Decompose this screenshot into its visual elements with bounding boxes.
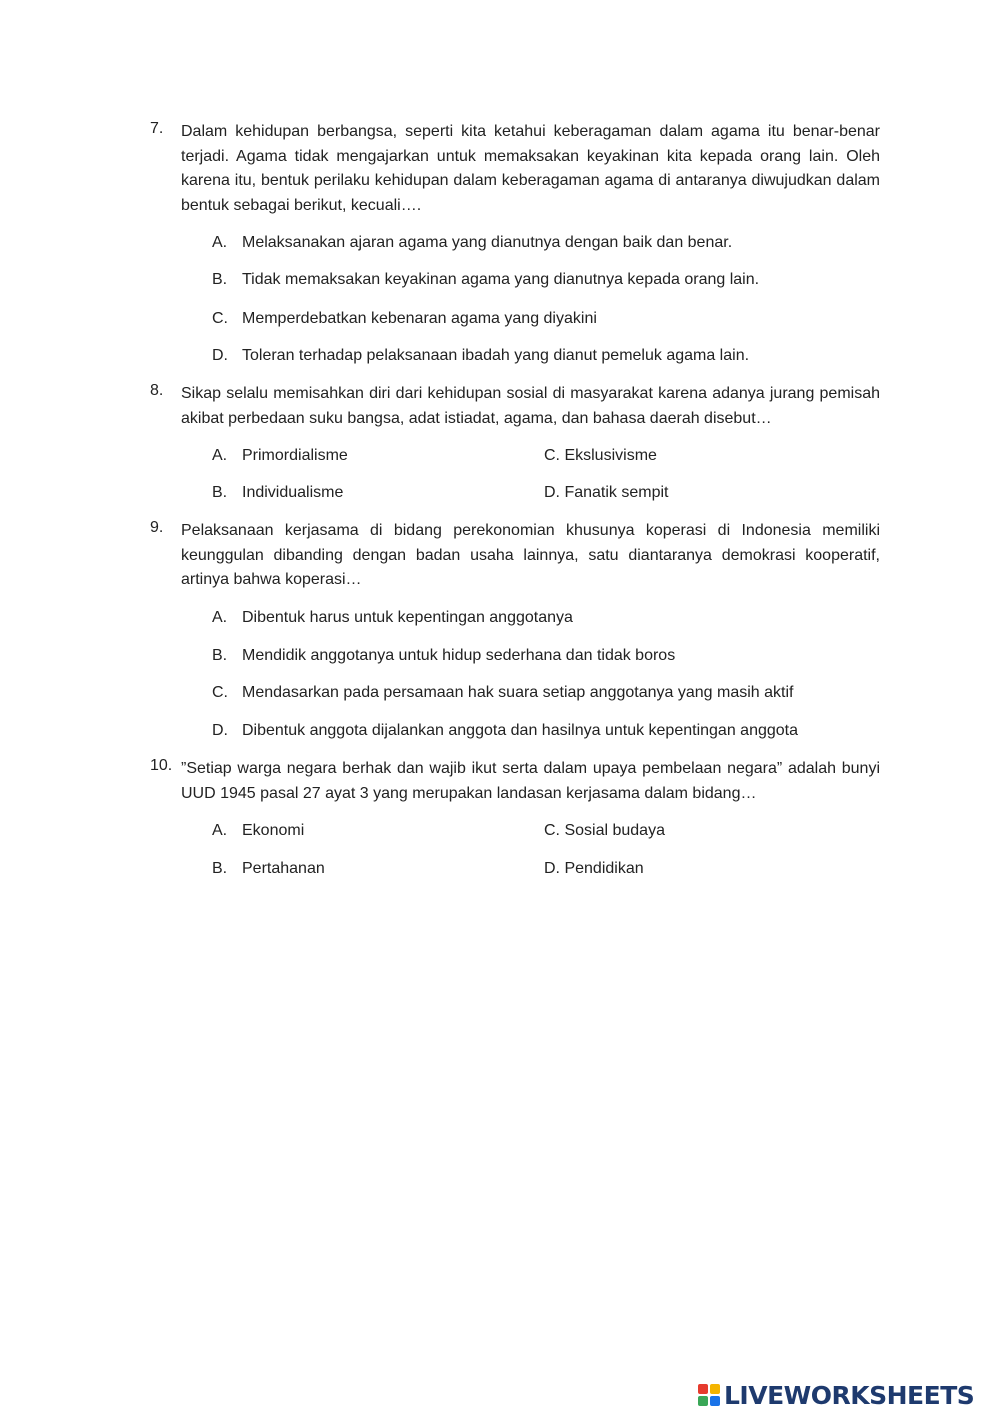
logo-text: LIVEWORKSHEETS	[724, 1380, 975, 1410]
option-8b[interactable]	[212, 483, 343, 503]
option-9d[interactable]	[212, 721, 798, 741]
logo-mark-square	[710, 1396, 720, 1406]
option-text: Sosial budaya	[564, 822, 665, 839]
option-10a[interactable]	[212, 821, 304, 841]
option-7b[interactable]	[212, 270, 759, 290]
option-letter: B.	[212, 271, 228, 288]
question-text: Pelaksanaan kerjasama di bidang perekonomian khusunya koperasi di Indonesia memiliki keunggulan dibanding dengan badan usaha lainnya, satu diantaranya demokrasi kooperatif, artinya bahwa koperasi…	[181, 522, 880, 588]
option-text: Dibentuk harus untuk kepentingan anggotanya	[242, 609, 573, 626]
question-9	[150, 519, 880, 593]
option-text: Mendidik anggotanya untuk hidup sederhana dan tidak boros	[242, 647, 676, 664]
option-10d[interactable]	[544, 859, 644, 879]
option-text: Tidak memaksakan keyakinan agama yang dianutnya kepada orang lain.	[242, 271, 760, 288]
option-10c[interactable]	[544, 821, 665, 841]
option-text: Pendidikan	[564, 860, 644, 877]
option-letter: C.	[212, 310, 228, 327]
option-8c[interactable]	[544, 446, 657, 466]
option-text: Memperdebatkan kebenaran agama yang diyakini	[242, 310, 597, 327]
question-number: 8.	[150, 382, 164, 399]
option-letter: A.	[212, 447, 228, 464]
option-letter: B.	[212, 860, 228, 877]
question-text: Sikap selalu memisahkan diri dari kehidupan sosial di masyarakat karena adanya jurang pemisah akibat perbedaan suku bangsa, adat istiadat, agama, dan bahasa daerah disebut…	[181, 385, 880, 427]
question-number: 9.	[150, 519, 164, 536]
option-9a[interactable]	[212, 608, 573, 628]
logo-mark-square	[698, 1396, 708, 1406]
option-9c[interactable]	[212, 683, 793, 703]
logo-mark-square	[698, 1384, 708, 1394]
option-text: Ekslusivisme	[564, 447, 657, 464]
option-text: Melaksanakan ajaran agama yang dianutnya dengan baik dan benar.	[242, 234, 733, 251]
option-9b[interactable]	[212, 646, 675, 666]
option-7a[interactable]	[212, 233, 732, 253]
question-text: Dalam kehidupan berbangsa, seperti kita ketahui keberagaman dalam agama itu benar-benar terjadi. Agama tidak mengajarkan untuk memaksakan keyakinan kita kepada orang lain. Oleh karena itu, bentuk perilaku kehidupan dalam keberagaman agama di antaranya diwujudkan dalam bentuk sebagai berikut, kecuali….	[181, 123, 880, 214]
question-10	[150, 757, 880, 806]
liveworksheets-logo[interactable]	[698, 1379, 974, 1411]
option-7c[interactable]	[212, 309, 597, 329]
option-letter: A.	[212, 822, 228, 839]
option-letter: D.	[212, 722, 228, 739]
option-text: Toleran terhadap pelaksanaan ibadah yang dianut pemeluk agama lain.	[242, 347, 750, 364]
question-text: ”Setiap warga negara berhak dan wajib ikut serta dalam upaya pembelaan negara” adalah bunyi UUD 1945 pasal 27 ayat 3 yang merupakan landasan kerjasama dalam bidang…	[181, 760, 880, 802]
option-letter: D.	[544, 860, 560, 877]
option-letter: C.	[544, 447, 560, 464]
option-text: Ekonomi	[242, 822, 305, 839]
option-text: Fanatik sempit	[564, 484, 669, 501]
option-letter: C.	[544, 822, 560, 839]
option-letter: A.	[212, 234, 228, 251]
option-letter: D.	[544, 484, 560, 501]
logo-mark-square	[710, 1384, 720, 1394]
option-8a[interactable]	[212, 446, 348, 466]
logo-mark-icon	[698, 1384, 720, 1406]
question-number: 7.	[150, 120, 164, 137]
option-text: Pertahanan	[242, 860, 325, 877]
option-text: Primordialisme	[242, 447, 348, 464]
question-number: 10.	[150, 757, 173, 774]
option-8d[interactable]	[544, 483, 669, 503]
option-10b[interactable]	[212, 859, 325, 879]
question-7	[150, 120, 880, 218]
option-letter: B.	[212, 647, 228, 664]
option-text: Mendasarkan pada persamaan hak suara setiap anggotanya yang masih aktif	[242, 684, 794, 701]
option-text: Dibentuk anggota dijalankan anggota dan hasilnya untuk kepentingan anggota	[242, 722, 798, 739]
question-8	[150, 382, 880, 431]
option-letter: B.	[212, 484, 228, 501]
option-letter: C.	[212, 684, 228, 701]
option-letter: A.	[212, 609, 228, 626]
option-letter: D.	[212, 347, 228, 364]
option-text: Individualisme	[242, 484, 344, 501]
option-7d[interactable]	[212, 346, 749, 366]
